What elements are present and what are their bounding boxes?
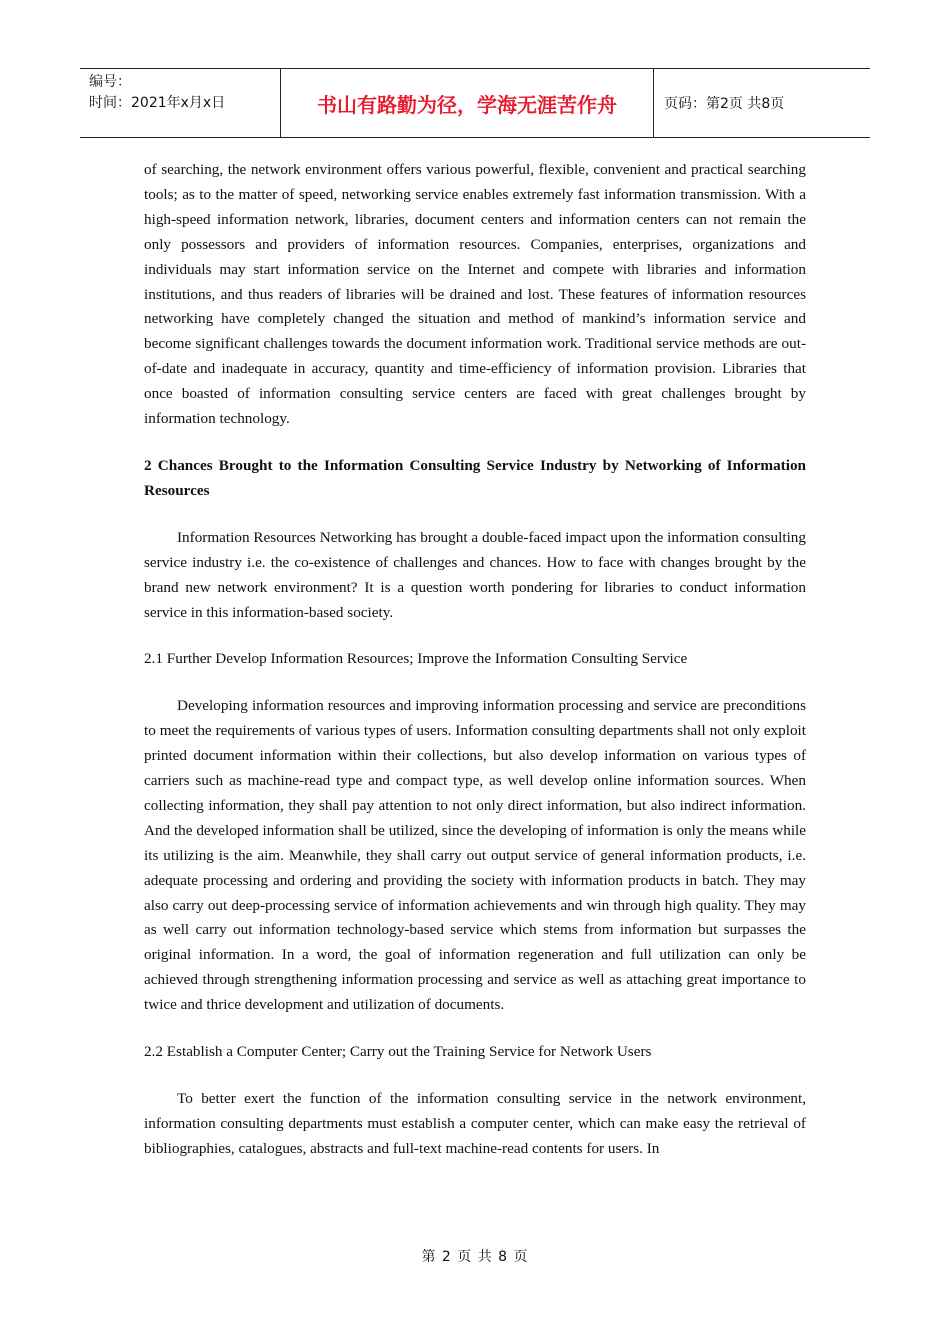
header-motto: 书山有路勤为径，学海无涯苦作舟 xyxy=(281,69,654,137)
header-page-info: 页码：第2页 共8页 xyxy=(664,96,785,112)
paragraph: Information Resources Networking has brought a double-faced impact upon the information consulting service industry i.e. the co-existence of challenges and chances. How to face with changes brought by the brand new network environment? It is a question worth pondering for libraries to conduct information service in this information-based society. xyxy=(144,528,806,621)
header-info-cell xyxy=(80,69,281,137)
page-footer: 第 2 页 共 8 页 xyxy=(421,1249,529,1265)
subsection-heading: 2.1 Further Develop Information Resources; Improve the Information Consulting Service xyxy=(144,650,688,668)
paragraph: Developing information resources and improving information processing and service are preconditions to meet the requirements of various types of users. Information consulting departments shall not only exploit printed document information within their collections, but also develop information on various types of carriers such as machine-read type and compact type, as well develop online information sources. When collecting information, they shall pay attention to not only direct information, but also indirect information. And the developed information shall be utilized, since the developing of information is only the means while its utilizing is the aim. Meanwhile, they shall carry out output service of general information products, i.e. adequate processing and ordering and providing the society with information products in batch. They may also carry out deep-processing service of information achievements and win through high quality. They may as well carry out information technology-based service which stems from information but surpasses the original information. In a word, the goal of information regeneration and full utilization can only be achieved through strengthening information processing and service as well as attaching great importance to twice and thrice development and utilization of documents. xyxy=(144,697,806,1014)
paragraph: of searching, the network environment offers various powerful, flexible, convenient and practical searching tools; as to the matter of speed, networking service enables extremely fast information transmission. With a high-speed information network, libraries, document centers and information centers can not remain the only possessors and providers of information resources. Companies, enterprises, organizations and individuals may start information service on the Internet and compete with libraries and information institutions, and thus readers of libraries will be drained and lost. These features of information resources networking have completely changed the situation and method of mankind’s information service and become significant challenges towards the document information work. Traditional service methods are out-of-date and inadequate in accuracy, quantity and time-efficiency of information provision. Libraries that once boasted of information consulting service centers are faced with great challenges brought by information technology. xyxy=(144,161,806,428)
page-header xyxy=(80,68,870,138)
section-heading: 2 Chances Brought to the Information Consulting Service Industry by Networking of Information Resources xyxy=(144,456,806,499)
subsection-heading: 2.2 Establish a Computer Center; Carry out the Training Service for Network Users xyxy=(144,1043,652,1061)
serial-number-label: 编号： xyxy=(89,74,131,90)
paragraph: To better exert the function of the information consulting service in the network environment, information consulting departments must establish a computer center, which can make easy the retrieval of bibliographies, catalogues, abstracts and full-text machine-read contents for users. In xyxy=(144,1090,806,1157)
date-line: 时间：2021年x月x日 xyxy=(89,95,226,111)
document-body xyxy=(144,158,806,1162)
